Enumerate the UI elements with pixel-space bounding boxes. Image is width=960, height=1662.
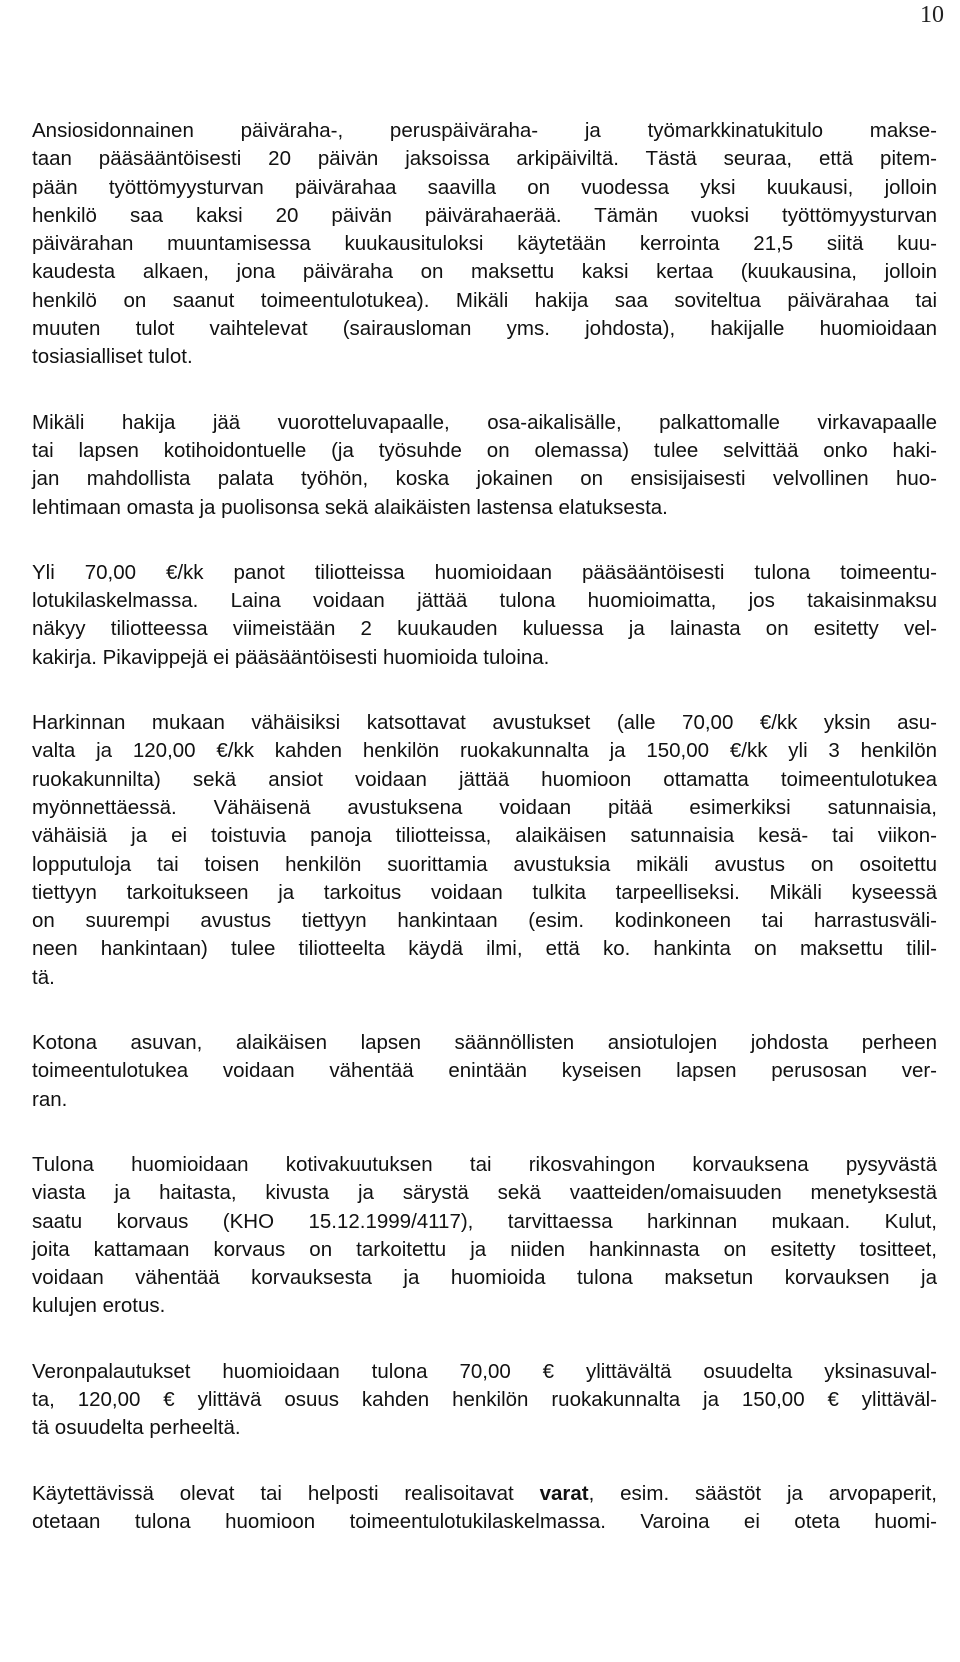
text-line: lotukilaskelmassa. Laina voidaan jättää tulona huomioimatta, jos takaisinmaksu (32, 589, 937, 613)
text-line: pään työttömyysturvan päivärahaa saavilla on vuodessa yksi kuukausi, jolloin (32, 175, 937, 199)
text-line: kakirja. Pikavippejä ei pääsääntöisesti huomioida tuloina. (32, 645, 550, 669)
text-line: Yli 70,00 €/kk panot tiliotteissa huomioidaan pääsääntöisesti tulona toimeentu- (32, 560, 937, 584)
paragraph-deposits (32, 559, 937, 672)
text-line: Veronpalautukset huomioidaan tulona 70,00 € ylittävältä osuudelta yksinasuval- (32, 1359, 937, 1383)
text-line: saatu korvaus (KHO 15.12.1999/4117), tarvittaessa harkinnan mukaan. Kulut, (32, 1209, 937, 1233)
text-line: tiettyyn tarkoitukseen ja tarkoitus voidaan tulkita tarpeelliseksi. Mikäli kyseessä (32, 880, 937, 904)
text-line: toimeentulotukea voidaan vähentää enintään kyseisen lapsen perusosan ver- (32, 1059, 937, 1083)
paragraph-child-income (32, 1029, 937, 1114)
paragraph-compensation (32, 1151, 937, 1321)
text-line: Tulona huomioidaan kotivakuutuksen tai rikosvahingon korvauksena pysyvästä (32, 1152, 937, 1176)
paragraph-leave (32, 409, 937, 522)
text-line: tai lapsen kotihoidontuelle (ja työsuhde on olemassa) tulee selvittää onko haki- (32, 438, 937, 462)
text-line: myönnettäessä. Vähäisenä avustuksena voidaan pitää esimerkiksi satunnaisia, (32, 795, 937, 819)
page-number: 10 (920, 2, 944, 28)
text-segment: , esim. säästöt ja arvopaperit, (588, 1481, 938, 1505)
text-line: taan pääsääntöisesti 20 päivän jaksoissa arkipäiviltä. Tästä seuraa, että pitem- (32, 147, 937, 171)
text-line: Harkinnan mukaan vähäisiksi katsottavat avustukset (alle 70,00 €/kk yksin asu- (32, 711, 937, 735)
text-line: Kotona asuvan, alaikäisen lapsen säännöllisten ansiotulojen johdosta perheen (32, 1031, 937, 1055)
text-line: tä osuudelta perheeltä. (32, 1416, 241, 1440)
text-line: neen hankintaan) tulee tiliotteelta käydä ilmi, että ko. hankinta on maksettu tilil- (32, 937, 937, 961)
text-line: lehtimaan omasta ja puolisonsa sekä alaikäisten lastensa elatuksesta. (32, 495, 668, 519)
text-line: ran. (32, 1087, 68, 1111)
text-line: ruokakunnilta) sekä ansiot voidaan jättää huomioon ottamatta toimeentulotukea (32, 767, 937, 791)
text-line: henkilö saa kaksi 20 päivän päivärahaerää. Tämän vuoksi työttömyysturvan (32, 203, 937, 227)
paragraph-daily-allowance (32, 117, 937, 372)
paragraph-assets (32, 1480, 937, 1537)
bold-term: varat (539, 1481, 589, 1505)
document-body (32, 117, 937, 1573)
text-line: joita kattamaan korvaus on tarkoitettu ja niiden hankinnasta on esitetty tositteet, (32, 1237, 937, 1261)
paragraph-tax-refunds (32, 1358, 937, 1443)
text-line: muuten tulot vaihtelevat (sairausloman yms. johdosta), hakijalle huomioidaan (32, 317, 937, 341)
text-line: lopputuloja tai toisen henkilön suorittamia avustuksia mikäli avustus on osoitettu (32, 852, 937, 876)
text-line: on suurempi avustus tiettyyn hankintaan (esim. kodinkoneen tai harrastusväli- (32, 909, 937, 933)
text-line: Ansiosidonnainen päiväraha-, peruspäiväraha- ja työmarkkinatukitulo makse- (32, 119, 937, 142)
text-line: tosiasialliset tulot. (32, 345, 193, 369)
text-line: otetaan tulona huomioon toimeentulotukilaskelmassa. Varoina ei oteta huomi- (32, 1509, 937, 1533)
text-line: päivärahan muuntamisessa kuukausituloksi käytetään kerrointa 21,5 siitä kuu- (32, 232, 937, 256)
text-line: ta, 120,00 € ylittävä osuus kahden henkilön ruokakunnalta ja 150,00 € ylittäväl- (32, 1387, 937, 1411)
text-line: vähäisiä ja ei toistuvia panoja tiliotteissa, alaikäisen satunnaisia kesä- tai viikon- (32, 824, 937, 848)
text-line: viasta ja haitasta, kivusta ja särystä sekä vaatteiden/omaisuuden menetyksestä (32, 1181, 937, 1205)
text-line (32, 1480, 937, 1508)
text-line: jan mahdollista palata työhön, koska jokainen on ensisijaisesti velvollinen huo- (32, 467, 937, 491)
text-line: valta ja 120,00 €/kk kahden henkilön ruokakunnalta ja 150,00 €/kk yli 3 henkilön (32, 739, 937, 763)
text-line: kulujen erotus. (32, 1294, 166, 1318)
text-line: tä. (32, 965, 55, 989)
text-line: henkilö on saanut toimeentulotukea). Mikäli hakija saa soviteltua päivärahaa tai (32, 288, 937, 312)
text-line: kaudesta alkaen, jona päiväraha on maksettu kaksi kertaa (kuukausina, jolloin (32, 260, 937, 284)
text-line: voidaan vähentää korvauksesta ja huomioida tulona maksetun korvauksen ja (32, 1266, 937, 1290)
text-segment: Käytettävissä olevat tai helposti realisoitavat (32, 1481, 540, 1505)
text-line: Mikäli hakija jää vuorotteluvapaalle, osa-aikalisälle, palkattomalle virkavapaalle (32, 410, 937, 434)
paragraph-minor-grants (32, 709, 937, 992)
text-line: näkyy tiliotteessa viimeistään 2 kuukauden kuluessa ja lainasta on esitetty vel- (32, 617, 937, 641)
